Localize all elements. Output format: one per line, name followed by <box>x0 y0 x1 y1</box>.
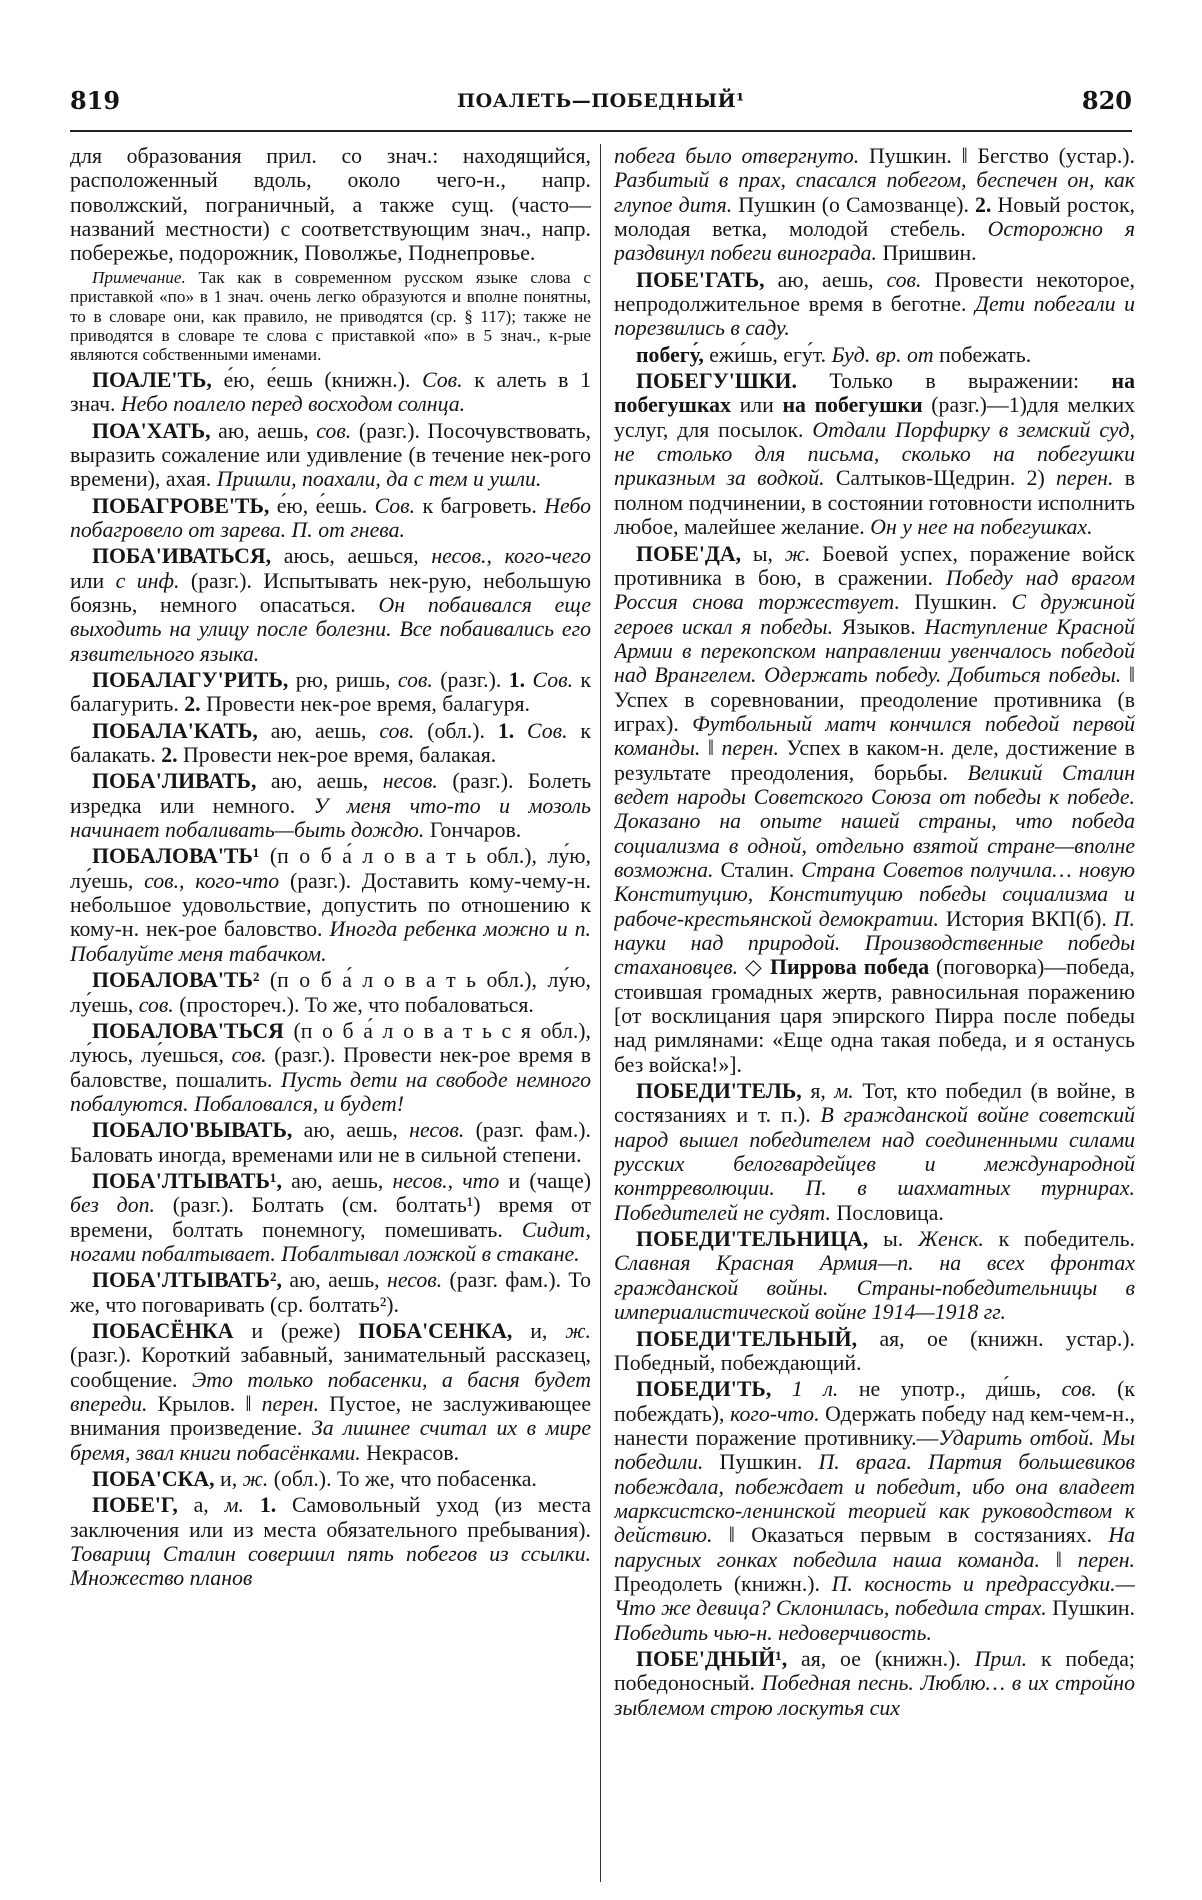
entry-text: Гончаров. <box>424 818 522 843</box>
dictionary-entry <box>70 968 591 1017</box>
entry-text: ая, ое (книжн.). <box>787 1646 975 1671</box>
entry-text: (разг.). <box>432 668 509 693</box>
italic-text: П. врага. Партия большевиков побеждала, побеждает и победит, ибо она владеет марксистско-ленинской теорией как руководством к действию. <box>614 1450 1135 1548</box>
italic-text: Пусть дети на свободе немного побалуются. Побаловался, и будет! <box>70 1067 591 1116</box>
entry-text: Провести нек-рое время, балагуря. <box>200 692 530 717</box>
italic-text: У меня что-то и мозоль начинает побаливать—быть дождю. <box>70 793 591 843</box>
entry-text: (обл.). То же, что побасенка. <box>268 1467 537 1492</box>
entry-text: ы, <box>741 541 785 566</box>
entry-text: Пушкин. <box>899 590 1012 615</box>
headword: ПОБЕ'ГАТЬ, <box>636 267 765 292</box>
italic-text: Отдали Порфирку в земский суд, не столько для письма, сколько на побегушки приказным за водкой. <box>614 417 1135 491</box>
entry-text: (п о б а́ л о в а т ь обл.), лу́ю, лу́ешь, <box>70 844 591 893</box>
italic-text: перен. <box>261 1392 320 1416</box>
right-column <box>614 144 1135 1884</box>
dictionary-entry <box>70 719 591 768</box>
entry-text: ы. <box>868 1227 919 1252</box>
italic-text: Великий Сталин ведет народы Советского Союза от победы к победе. Доказано на опыте нашей страны, что победа социализма в одной, отдельно взятой стране—вполне возможна. <box>614 760 1135 882</box>
headword: ПОБА'ЛТЫВАТЬ¹, <box>92 1168 282 1193</box>
italic-text: побега было отвергнуто. <box>614 144 860 168</box>
italic-text: Сов. <box>532 668 574 693</box>
italic-text: Славная Красная Армия—п. на всех фронтах гражданской войны. Страны-победительницы в империалистической войне 1914—1918 гг. <box>614 1251 1135 1325</box>
entry-text: к алеть в 1 знач. <box>70 367 591 417</box>
note-paragraph <box>70 268 591 365</box>
entry-text: аю, аешь, <box>210 418 317 443</box>
entry-text: Пушкин (о Самозванце). <box>732 192 976 217</box>
entry-text <box>771 1377 792 1401</box>
headword: ПОБАСЁНКА <box>92 1318 234 1343</box>
dictionary-entry <box>70 769 591 842</box>
entry-text: (простореч.). То же, что побаловаться. <box>173 992 534 1017</box>
entry-text: Самовольный уход (из места заключения или из места обязательного пребывания). <box>70 1493 591 1542</box>
running-head: ПОАЛЕТЬ—ПОБЕДНЫЙ¹ <box>457 90 745 112</box>
italic-text: м. <box>224 1493 244 1518</box>
italic-text: Это только побасенки, а басня будет впереди. <box>70 1367 591 1416</box>
entry-text: в полном подчинении, в состоянии готовности исполнить любое, малейшее желание. <box>614 466 1135 540</box>
dictionary-entry <box>70 1493 591 1590</box>
entry-text: побежать. <box>933 342 1032 367</box>
headword: ПОБАЛОВА'ТЬ¹ <box>92 844 260 869</box>
entry-text: (разг.). Испытывать нек-рую, небольшую боязнь, немного опасаться. <box>70 568 591 617</box>
entry-text: не употр., ди́шь, <box>838 1377 1062 1402</box>
page-header <box>70 86 1132 118</box>
italic-text: С дружиной героев искал я победы. <box>614 590 1135 639</box>
dictionary-entry <box>70 668 591 717</box>
italic-text: Он побаивался еще выходить на улицу после болезни. Все побаивались его язвительного языка. <box>70 593 591 666</box>
italic-text: П. косность и предрассудки.—Что же девица? Склонилась, победила страх. <box>614 1571 1135 1621</box>
italic-text: несов. <box>382 769 438 794</box>
italic-text: сов., кого-что <box>144 868 280 893</box>
italic-text: сов. <box>397 668 433 693</box>
entry-text <box>514 719 527 743</box>
page-number-left: 819 <box>70 86 121 115</box>
italic-text: За лишнее считал их в мире бремя, звал книги побасёнками. <box>70 1416 591 1465</box>
dictionary-entry <box>70 1169 591 1266</box>
entry-text: Пушкин. ‖ Бегство (устар.). <box>859 144 1135 168</box>
entry-text: аю, аешь, <box>292 1118 410 1143</box>
italic-text: сов. <box>1061 1377 1097 1402</box>
entry-text: (разг. фам.). То же, что поговаривать (ср. болтать²). <box>70 1268 591 1317</box>
header-rule <box>70 130 1132 132</box>
entry-text: и (чаще) <box>499 1168 591 1193</box>
entry-text: (разг. фам.). Баловать иногда, временами или не в сильной степени. <box>70 1118 591 1167</box>
entry-text: Крылов. ‖ <box>147 1392 262 1416</box>
italic-text: Пришли, поахали, да с тем и ушли. <box>216 467 542 492</box>
entry-text: ‖ Успех в соревновании, преодоление противника (в играх). <box>614 663 1135 736</box>
italic-text: несов., кого-чего <box>431 544 591 569</box>
entry-text <box>244 1493 260 1517</box>
italic-text: сов. <box>138 992 174 1017</box>
italic-text: Футбольный матч кончился победой первой команды. <box>614 711 1135 761</box>
entry-text: и, <box>512 1318 566 1343</box>
headword: Пиррова победа <box>770 955 930 980</box>
entry-text: Пушкин. <box>1046 1596 1135 1621</box>
italic-text: сов. <box>231 1043 267 1068</box>
dictionary-entry <box>614 1647 1135 1720</box>
italic-text: Сов. <box>527 718 568 743</box>
entry-text: Пушкин. <box>703 1450 819 1475</box>
italic-text: Сов. <box>422 367 463 392</box>
dictionary-entry <box>70 1268 591 1317</box>
headword: ПОБА'СЕНКА, <box>358 1318 513 1343</box>
entry-text: ‖ <box>1040 1547 1078 1572</box>
headword: ПОБА'ЛТЫВАТЬ², <box>92 1268 282 1293</box>
entry-text: к победитель. <box>983 1227 1135 1252</box>
entry-text: для образования прил. со знач.: находящийся, расположенный вдоль, около чего-н., напр. поволжский, пограничный, а также сущ. (часто—названий местности) с соответствующим знач., напр. побережье, подорожник, Поволжье, Поднепровье. <box>70 144 591 266</box>
italic-text: На парусных гонках победила наша команда. <box>614 1523 1135 1572</box>
italic-text: несов. <box>387 1268 443 1293</box>
dictionary-entry <box>614 144 1135 266</box>
entry-text: к балагурить. <box>70 668 591 717</box>
entry-text: аю, аешь, <box>281 1168 393 1193</box>
entry-text: аю, аешь, <box>256 769 383 794</box>
italic-text: Сов. <box>374 493 416 518</box>
headword: ПОБАЛОВА'ТЬСЯ <box>92 1018 284 1043</box>
dictionary-entry <box>614 369 1135 539</box>
headword: ПОБА'СКА, <box>92 1467 215 1492</box>
headword: ПОБАЛАГУ'РИТЬ, <box>92 668 289 693</box>
entry-text: е́ю, е́ешь. <box>269 493 375 518</box>
entry-text: (п о б а́ л о в а т ь с я обл.), лу́юсь, лу́ешься, <box>70 1018 591 1068</box>
entry-text: ◇ <box>738 955 771 980</box>
entry-text: Сталин. <box>713 857 802 882</box>
headword: 1. <box>508 668 526 693</box>
dictionary-entry <box>614 542 1135 1078</box>
italic-text: Победить чью-н. недоверчивость. <box>614 1620 932 1645</box>
italic-text: с инф. <box>115 568 180 593</box>
headword: 1. <box>259 1493 277 1518</box>
headword: ПОА'ХАТЬ, <box>92 418 211 443</box>
italic-text: Прил. <box>974 1646 1028 1671</box>
headword: ПОБА'ЛИВАТЬ, <box>92 769 257 794</box>
headword: побегу́, <box>636 342 704 367</box>
entry-text: (поговорка)—победа, стоившая громадных жертв, равносильная поражению [от восклицания царя эпирского Пирра после победы над римлянами: «Еще одна такая победа, и я останусь без войска!»]. <box>614 955 1135 1077</box>
italic-text: м. <box>834 1079 854 1104</box>
entry-text: (разг.). Болтать (см. болтать¹) время от времени, болтать понемногу, помешивать. <box>70 1193 591 1242</box>
italic-text: Сидит, ногами побалтывает. Побалтывал ложкой в стакане. <box>70 1217 591 1266</box>
entry-text: Новый росток, молодая ветка, молодой стебель. <box>614 192 1135 242</box>
dictionary-entry <box>70 494 591 543</box>
entry-text: аю, аешь, <box>257 718 380 743</box>
headword: ПОБЕ'ДНЫЙ¹, <box>636 1646 788 1671</box>
entry-text: Только в выражении: <box>796 369 1112 394</box>
italic-text: сов. <box>886 267 922 292</box>
entry-text: ая, ое (книжн. устар.). Победный, побеждающий. <box>614 1326 1135 1375</box>
italic-text: Осторожно я раздвинул побеги винограда. <box>614 217 1135 266</box>
headword: на побегушках <box>614 369 1135 418</box>
headword: на побегушки <box>782 393 923 418</box>
dictionary-entry <box>70 144 591 266</box>
italic-text: П. науки над природой. Производственные победы стахановцев. <box>614 906 1135 980</box>
italic-text: Ударить отбой. Мы победили. <box>614 1425 1135 1475</box>
entry-text: рю, ришь, <box>288 668 398 693</box>
entry-text: (разг.). Провести нек-рое время в баловстве, пошалить. <box>70 1043 591 1092</box>
entry-text: а, <box>177 1493 225 1518</box>
entry-text: и, <box>214 1467 243 1492</box>
italic-text: несов. <box>409 1118 465 1143</box>
entry-text: Пришвин. <box>877 241 977 266</box>
headword: ПОБАГРОВЕ'ТЬ, <box>92 493 270 518</box>
italic-text: сов. <box>379 718 415 743</box>
dictionary-entry <box>70 544 591 666</box>
entry-text: (разг.). Посочувствовать, выразить сожаление или удивление (в течение нек-рого времени), ахая. <box>70 418 591 492</box>
entry-text: ежи́шь, егу́т. <box>703 342 832 367</box>
entry-text: Пословица. <box>831 1200 944 1225</box>
dictionary-entry <box>70 1118 591 1167</box>
headword: ПОБЕГУ'ШКИ. <box>636 369 797 394</box>
italic-text: Победная песнь. Люблю… в их стройно зыблемом строю лоскутья сих <box>614 1671 1135 1720</box>
headword: ПОБЕ'ДА, <box>636 541 742 566</box>
entry-text: е́ю, е́ешь (книжн.). <box>211 367 423 392</box>
entry-text: (к побеждать), <box>614 1377 1135 1426</box>
entry-text: История ВКП(б). <box>938 906 1114 931</box>
entry-text: Пустое, не заслуживающее внимания произведение. <box>70 1392 591 1441</box>
italic-text: Иногда ребенка можно и п. Побалуйте меня табачком. <box>70 917 591 966</box>
entry-text: ‖ Оказаться первым в состязаниях. <box>712 1523 1109 1548</box>
dictionary-entry <box>70 1319 591 1465</box>
italic-text: Товарищ Сталин совершил пять побегов из ссылки. Множество планов <box>70 1542 591 1591</box>
entry-text: аюсь, аешься, <box>271 544 432 569</box>
italic-text: ж. <box>784 541 811 566</box>
italic-text: Победу над врагом Россия снова торжествует. <box>614 565 1135 615</box>
entry-text: аю, аешь, <box>281 1268 388 1293</box>
italic-text: 1 л. <box>791 1377 839 1402</box>
italic-text: сов. <box>316 418 352 443</box>
italic-text: ж. <box>242 1467 269 1492</box>
entry-text: Провести некоторое, непродолжительное время в беготне. <box>614 267 1135 317</box>
dictionary-entry <box>614 1079 1135 1225</box>
headword: ПОБАЛОВА'ТЬ² <box>92 968 260 993</box>
italic-text: перен. <box>1056 466 1114 491</box>
column-divider <box>600 144 601 1882</box>
headword: ПОБЕДИ'ТЕЛЬ, <box>636 1079 802 1104</box>
dictionary-entry <box>70 844 591 966</box>
entry-text: (разг.). Доставить кому-чему-н. небольшое удовольствие, допустить по отношению к кому-н. нек-рое баловство. <box>70 868 591 942</box>
entry-text: Некрасов. <box>360 1440 460 1465</box>
headword: ПОБЕДИ'ТЬ, <box>636 1377 772 1402</box>
italic-text: Наступление Красной Армии в перекопском направлении увенчалось победой над Врангелем. Одержать победу. Добиться победы. <box>614 614 1135 688</box>
entry-text: Салтыков-Щедрин. 2) <box>824 466 1057 491</box>
entry-text: к победа; победоносный. <box>614 1646 1135 1696</box>
entry-text: Так как в современном русском языке слова с приставкой «по» в 1 знач. очень легко образуются и вполне понятны, то в словаре они, как правило, не приводятся (ср. § 117); также не приводятся в словаре те слова с приставкой «по» в 5 знач., к-рые являются собственными именами. <box>70 267 591 365</box>
dictionary-entry <box>70 1019 591 1116</box>
note-label: Примечание. <box>92 267 186 287</box>
entry-text: Тот, кто победил (в войне, в состязаниях и т. п.). <box>614 1079 1135 1128</box>
italic-text: перен. <box>1077 1547 1135 1572</box>
italic-text: Небо поалело перед восходом солнца. <box>120 392 466 417</box>
italic-text: Дети побегали и порезвились в саду. <box>614 292 1135 341</box>
italic-text: Разбитый в прах, спасался побегом, беспечен он, как глупое дитя. <box>614 168 1135 217</box>
entry-text: аю, аешь, <box>764 267 887 292</box>
italic-text: Он у нее на побегушках. <box>870 515 1093 540</box>
entry-text: Преодолеть (книжн.). <box>614 1571 832 1596</box>
italic-text: несов., что <box>392 1168 500 1193</box>
entry-text: Боевой успех, поражение войск противника в бою, в сражении. <box>614 541 1135 590</box>
dictionary-entry <box>614 1327 1135 1376</box>
page-number-right: 820 <box>1081 86 1132 115</box>
entry-text: Одержать победу над кем-чем-н., нанести поражение противнику.— <box>614 1401 1135 1450</box>
headword: ПОБЕДИ'ТЕЛЬНЫЙ, <box>636 1326 858 1351</box>
entry-text: я, <box>801 1079 835 1104</box>
entry-text <box>525 668 532 692</box>
dictionary-entry <box>614 268 1135 341</box>
entry-text: к балакать. <box>70 718 591 768</box>
italic-text: Страна Советов получила… новую Конституцию, Конституцию победы социализма и рабоче-крестьянской демократии. <box>614 857 1135 931</box>
italic-text: Небо побагровело от зарева. П. от гнева. <box>70 493 591 542</box>
entry-text: Успех в каком-н. деле, достижение в результате преодоления, борьбы. <box>614 736 1135 785</box>
entry-text: или <box>70 568 116 593</box>
entry-text: Провести нек-рое время, балакая. <box>177 743 497 768</box>
entry-text: Языков. <box>833 614 925 639</box>
italic-text: перен. <box>721 736 779 761</box>
entry-text: (разг.)—1)для мелких услуг, для посылок. <box>614 393 1135 442</box>
headword: ПОБЕ'Г, <box>92 1493 178 1518</box>
headword: 2. <box>161 743 178 768</box>
entry-text: (разг.). Болеть изредка или немного. <box>70 769 591 818</box>
dictionary-entry <box>614 1227 1135 1324</box>
headword: 1. <box>497 718 515 743</box>
entry-text: к багроветь. <box>415 493 545 518</box>
entry-text: или <box>730 393 783 418</box>
italic-text: без доп. <box>70 1193 155 1218</box>
headword: ПОБАЛА'КАТЬ, <box>92 718 258 743</box>
dictionary-entry <box>70 419 591 492</box>
headword: 2. <box>975 192 992 217</box>
dictionary-entry <box>70 368 591 417</box>
entry-text: (разг.). Короткий забавный, занимательный рассказец, сообщение. <box>70 1343 591 1392</box>
headword: ПОБАЛО'ВЫВАТЬ, <box>92 1118 293 1143</box>
entry-text: (п о б а́ л о в а т ь обл.), лу́ю, лу́ешь, <box>70 968 591 1017</box>
entry-text: ‖ <box>700 736 722 761</box>
left-column <box>70 144 591 1884</box>
italic-text: Женск. <box>918 1227 984 1252</box>
dictionary-entry <box>614 1377 1135 1645</box>
italic-text: Буд. вр. от <box>831 342 934 367</box>
entry-text: (обл.). <box>414 718 498 743</box>
headword: 2. <box>184 692 201 717</box>
headword: ПОБА'ИВАТЬСЯ, <box>92 544 272 569</box>
headword: ПОБЕДИ'ТЕЛЬНИЦА, <box>636 1227 869 1252</box>
italic-text: кого-что. <box>730 1401 820 1426</box>
dictionary-entry <box>614 343 1135 367</box>
italic-text: ж. <box>565 1318 591 1343</box>
entry-text: и (реже) <box>233 1318 359 1343</box>
italic-text: В гражданской войне советский народ вышел победителем над соединенными силами русских белогвардейцев и международной контрреволюции. П. в шахматных турнирах. Победителей не судят. <box>614 1103 1135 1225</box>
headword: ПОАЛЕ'ТЬ, <box>92 367 212 392</box>
dictionary-entry <box>70 1467 591 1491</box>
